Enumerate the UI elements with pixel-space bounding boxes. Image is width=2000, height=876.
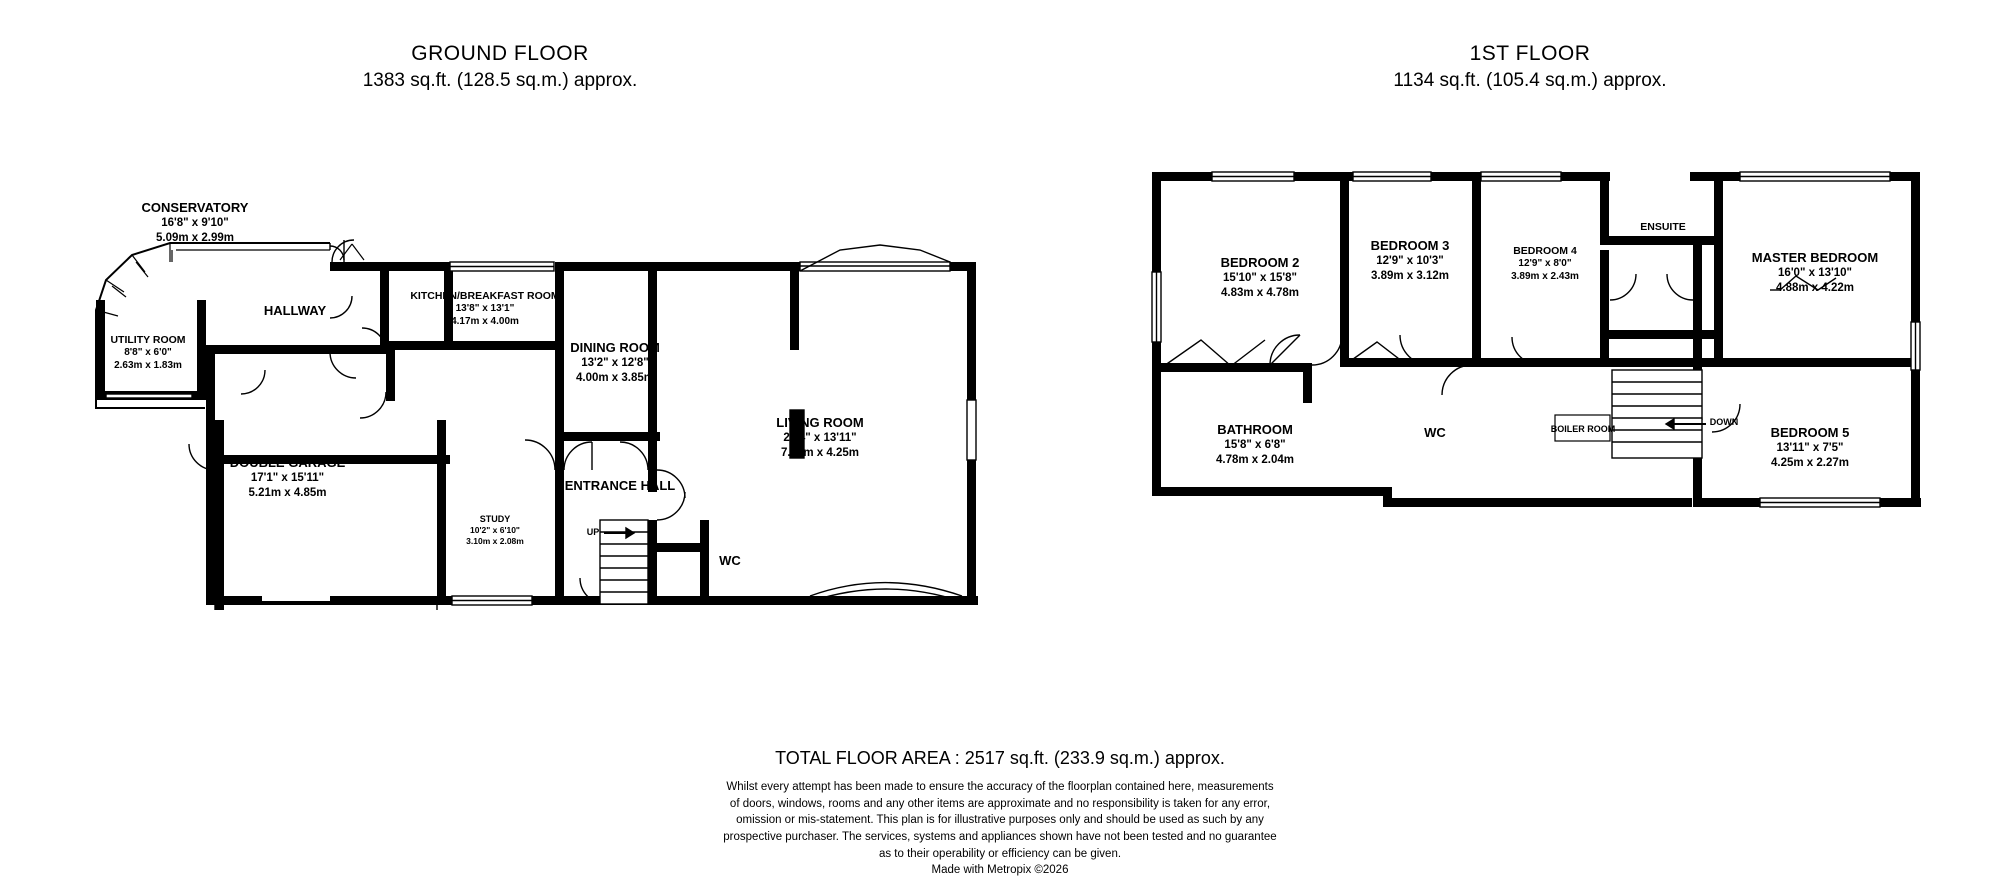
room-dim-imperial: 12'9" x 8'0" bbox=[1518, 258, 1572, 270]
disclaimer-line: of doors, windows, rooms and any other items are approximate and no responsibility is taken for any error, bbox=[729, 797, 1271, 810]
room-name: HALLWAY bbox=[263, 303, 327, 318]
room-name: BEDROOM 4 bbox=[1513, 245, 1577, 257]
ground-floor-area: 1383 sq.ft. (128.5 sq.m.) approx. bbox=[362, 70, 638, 91]
room-label-master-bedroom bbox=[1710, 250, 1920, 295]
disclaimer-line: omission or mis-statement. This plan is for illustrative purposes only and should be used as such by any bbox=[736, 814, 1264, 827]
room-name: UTILITY ROOM bbox=[110, 334, 186, 346]
room-name: ENSUITE bbox=[1640, 221, 1686, 233]
room-name: MASTER BEDROOM bbox=[1751, 250, 1879, 265]
room-dim-metric: 4.25m x 2.27m bbox=[1770, 456, 1849, 469]
room-dim-imperial: 13'2" x 12'8" bbox=[581, 357, 649, 370]
room-name: BEDROOM 5 bbox=[1770, 425, 1850, 440]
room-dim-imperial: 10'2" x 6'10" bbox=[470, 525, 520, 536]
footer bbox=[0, 748, 2000, 876]
room-dim-metric: 3.89m x 3.12m bbox=[1370, 269, 1449, 282]
ground-floor-title: GROUND FLOOR bbox=[411, 42, 589, 65]
room-dim-metric: 3.89m x 2.43m bbox=[1511, 270, 1579, 282]
room-label-bathroom bbox=[1165, 422, 1345, 467]
room-name: DINING ROOM bbox=[570, 340, 660, 355]
room-name: KITCHEN/BREAKFAST ROOM bbox=[410, 290, 560, 302]
room-name: BEDROOM 2 bbox=[1220, 255, 1300, 270]
room-dim-imperial: 13'11" x 7'5" bbox=[1776, 442, 1844, 455]
room-name: ENTRANCE HALL bbox=[564, 478, 676, 493]
room-name: WC bbox=[1424, 425, 1446, 440]
disclaimer bbox=[0, 779, 2000, 862]
first-floor-title: 1ST FLOOR bbox=[1469, 42, 1591, 65]
room-label-bedroom-4 bbox=[1470, 245, 1620, 283]
room-name: CONSERVATORY bbox=[141, 200, 249, 215]
disclaimer-line: prospective purchaser. The services, systems and appliances shown have not been tested and no guarantee bbox=[723, 831, 1277, 844]
room-name: STUDY bbox=[479, 514, 511, 524]
room-name: BEDROOM 3 bbox=[1370, 238, 1450, 253]
disclaimer-line: Whilst every attempt has been made to ensure the accuracy of the floorplan contained here, measurements bbox=[726, 781, 1274, 793]
room-label-ensuite bbox=[1618, 221, 1708, 234]
room-dim-imperial: 17'1" x 15'11" bbox=[250, 472, 325, 485]
room-dim-imperial: 23'4" x 13'11" bbox=[783, 432, 857, 445]
room-dim-imperial: 13'8" x 13'1" bbox=[455, 303, 515, 315]
room-dim-metric: 4.00m x 3.85m bbox=[575, 371, 654, 384]
room-dim-metric: 4.17m x 4.00m bbox=[451, 315, 519, 327]
room-name: LIVING ROOM bbox=[776, 415, 864, 430]
room-dim-imperial: 8'8" x 6'0" bbox=[124, 347, 172, 359]
room-dim-imperial: 12'9" x 10'3" bbox=[1376, 255, 1444, 268]
room-dim-imperial: 16'0" x 13'10" bbox=[1778, 267, 1852, 280]
room-name: WC bbox=[719, 553, 741, 568]
room-label-bedroom-5 bbox=[1715, 425, 1905, 470]
room-dim-metric: 3.10m x 2.08m bbox=[466, 535, 524, 546]
room-dim-metric: 5.09m x 2.99m bbox=[155, 231, 234, 244]
made-with-credit: Made with Metropix ©2026 bbox=[931, 864, 1069, 876]
room-dim-imperial: 16'8" x 9'10" bbox=[161, 217, 229, 230]
room-dim-metric: 2.63m x 1.83m bbox=[114, 359, 182, 371]
marker-label: DOWN bbox=[1709, 417, 1739, 427]
first-floor-area: 1134 sq.ft. (105.4 sq.m.) approx. bbox=[1393, 70, 1667, 91]
room-name: DOUBLE GARAGE bbox=[229, 455, 346, 470]
room-name: BOILER ROOM bbox=[1550, 424, 1616, 434]
room-dim-imperial: 15'10" x 15'8" bbox=[1223, 272, 1297, 285]
disclaimer-line: as to their operability or efficiency can be given. bbox=[878, 847, 1122, 860]
room-dim-metric: 5.21m x 4.85m bbox=[248, 486, 327, 499]
room-dim-imperial: 15'8" x 6'8" bbox=[1224, 439, 1286, 452]
total-floor-area: TOTAL FLOOR AREA : 2517 sq.ft. (233.9 sq.m.) approx. bbox=[775, 748, 1225, 768]
stairs-down-marker bbox=[1700, 417, 1748, 428]
room-label-wc-first bbox=[1405, 425, 1465, 441]
room-name: BATHROOM bbox=[1217, 422, 1293, 437]
room-dim-metric: 4.83m x 4.78m bbox=[1220, 286, 1299, 299]
room-dim-metric: 4.78m x 2.04m bbox=[1215, 453, 1294, 466]
room-label-boiler-room bbox=[1550, 424, 1616, 435]
room-dim-metric: 4.88m x 4.22m bbox=[1775, 281, 1854, 294]
room-dim-metric: 7.10m x 4.25m bbox=[780, 446, 859, 459]
marker-label: UP bbox=[586, 527, 600, 537]
